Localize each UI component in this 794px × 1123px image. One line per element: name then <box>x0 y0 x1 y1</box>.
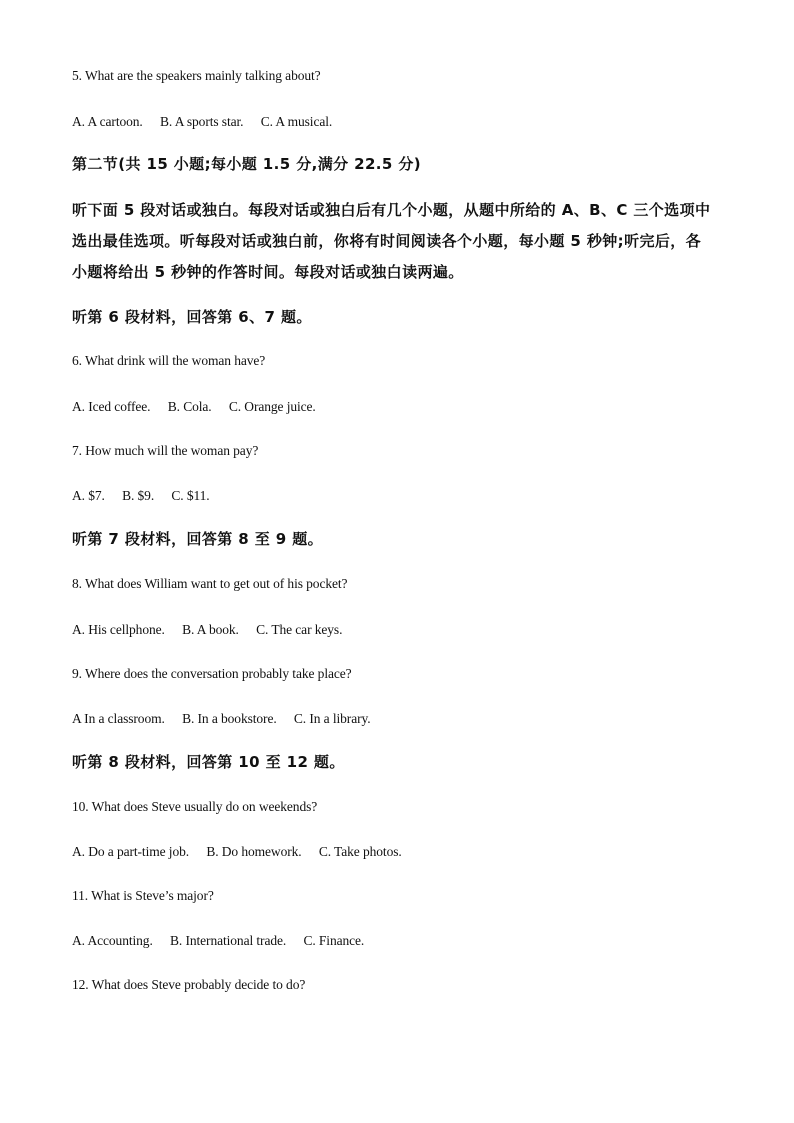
option-a: A. Accounting. <box>72 933 153 948</box>
question-7: 7. How much will the woman pay? <box>72 443 259 458</box>
option-b: B. A book. <box>182 622 239 637</box>
question-11-options <box>72 934 364 948</box>
question-7-options <box>72 489 210 503</box>
option-c: C. Finance. <box>303 933 365 948</box>
option-b: B. $9. <box>122 488 155 503</box>
option-c: C. Orange juice. <box>228 399 316 414</box>
instructions-line-1: 听下面 5 段对话或独白。每段对话或独白后有几个小题，从题中所给的 A、B、C 三个选项中 <box>72 201 711 219</box>
option-c: C. Take photos. <box>318 844 402 859</box>
option-a: A. A cartoon. <box>72 114 143 129</box>
option-a: A. Do a part-time job. <box>72 844 190 859</box>
instructions-line-2: 选出最佳选项。听每段对话或独白前，你将有时间阅读各个小题，每小题 5 秒钟;听完后，各 <box>72 232 702 250</box>
option-c: C. $11. <box>171 488 210 503</box>
option-c: C. The car keys. <box>256 622 343 637</box>
option-b: B. International trade. <box>170 933 287 948</box>
material-6-heading: 听第 6 段材料，回答第 6、7 题。 <box>72 308 312 326</box>
option-a: A In a classroom. <box>72 711 165 726</box>
question-5: 5. What are the speakers mainly talking about? <box>72 68 321 83</box>
material-7-heading: 听第 7 段材料，回答第 8 至 9 题。 <box>72 530 324 548</box>
option-a: A. His cellphone. <box>72 622 165 637</box>
option-a: A. $7. <box>72 488 105 503</box>
question-5-options <box>72 115 332 129</box>
question-8-options <box>72 623 342 637</box>
question-9-options <box>72 712 371 726</box>
question-10-options <box>72 845 402 859</box>
option-b: B. Do homework. <box>206 844 302 859</box>
question-6: 6. What drink will the woman have? <box>72 353 266 368</box>
question-8: 8. What does William want to get out of his pocket? <box>72 576 348 591</box>
question-10: 10. What does Steve usually do on weekends? <box>72 799 318 814</box>
option-c: C. A musical. <box>260 114 333 129</box>
section-title: 第二节(共 15 小题;每小题 1.5 分,满分 22.5 分) <box>72 155 421 173</box>
question-11: 11. What is Steve’s major? <box>72 888 214 903</box>
instructions-line-3: 小题将给出 5 秒钟的作答时间。每段对话或独白读两遍。 <box>72 263 464 281</box>
option-c: C. In a library. <box>293 711 371 726</box>
question-6-options <box>72 400 316 414</box>
material-8-heading: 听第 8 段材料，回答第 10 至 12 题。 <box>72 753 345 771</box>
question-12: 12. What does Steve probably decide to do? <box>72 977 306 992</box>
option-a: A. Iced coffee. <box>72 399 151 414</box>
option-b: B. Cola. <box>167 399 212 414</box>
option-b: B. In a bookstore. <box>182 711 277 726</box>
question-9: 9. Where does the conversation probably take place? <box>72 666 352 681</box>
option-b: B. A sports star. <box>159 114 244 129</box>
